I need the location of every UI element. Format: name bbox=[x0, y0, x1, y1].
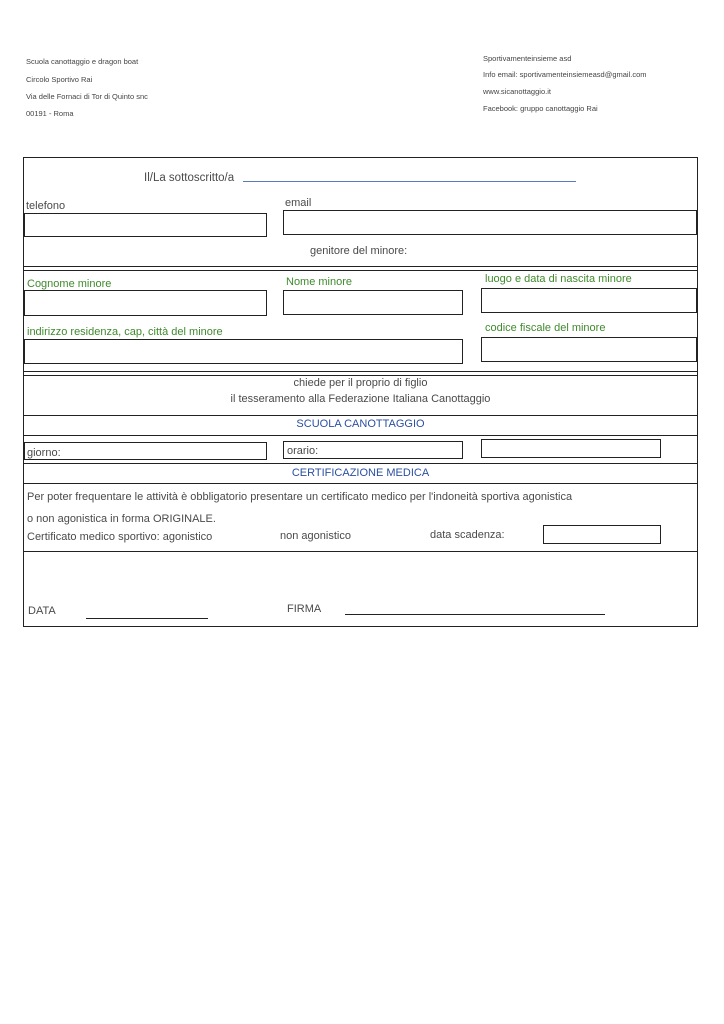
scuola-title: SCUOLA CANOTTAGGIO bbox=[296, 418, 425, 430]
divider bbox=[23, 483, 698, 484]
address-line: Via delle Fornaci di Tor di Quinto snc bbox=[26, 92, 148, 101]
email-field[interactable] bbox=[283, 210, 697, 235]
telefono-field[interactable] bbox=[24, 213, 267, 237]
divider bbox=[23, 551, 698, 552]
postal-city: 00191 - Roma bbox=[26, 109, 74, 118]
divider bbox=[23, 266, 698, 267]
data-line[interactable] bbox=[86, 618, 208, 619]
cert-text-1: Per poter frequentare le attività è obbligatorio presentare un certificato medico per l'indoneità sportiva agonistica bbox=[27, 491, 573, 503]
sottoscritto-label: Il/La sottoscritto/a bbox=[144, 172, 235, 184]
indirizzo-label: indirizzo residenza, cap, città del minore bbox=[27, 326, 223, 338]
chiede-line-2: il tesseramento alla Federazione Italiana Canottaggio bbox=[230, 393, 491, 405]
data-label: DATA bbox=[28, 605, 56, 617]
codice-fiscale-label: codice fiscale del minore bbox=[485, 322, 606, 334]
data-scadenza-field[interactable] bbox=[543, 525, 661, 544]
club-name: Circolo Sportivo Rai bbox=[26, 75, 93, 84]
facebook-group: Facebook: gruppo canottaggio Rai bbox=[483, 104, 598, 113]
nome-minore-field[interactable] bbox=[283, 290, 463, 315]
nome-minore-label: Nome minore bbox=[286, 276, 353, 288]
luogo-data-nascita-label: luogo e data di nascita minore bbox=[485, 273, 632, 285]
codice-fiscale-field[interactable] bbox=[481, 337, 697, 362]
divider bbox=[23, 270, 698, 271]
association-name: Sportivamenteinsieme asd bbox=[483, 54, 572, 63]
divider bbox=[23, 435, 698, 436]
cert-non-agonistico: non agonistico bbox=[280, 530, 351, 542]
divider bbox=[23, 415, 698, 416]
sottoscritto-line[interactable] bbox=[243, 181, 576, 182]
indirizzo-field[interactable] bbox=[24, 339, 463, 364]
divider bbox=[23, 371, 698, 372]
email-label: email bbox=[285, 197, 312, 209]
telefono-label: telefono bbox=[26, 200, 66, 212]
cert-title: CERTIFICAZIONE MEDICA bbox=[291, 467, 430, 479]
divider bbox=[23, 375, 698, 376]
cert-agonistico: Certificato medico sportivo: agonistico bbox=[27, 531, 213, 543]
giorno-label: giorno: bbox=[27, 447, 61, 459]
website-link[interactable]: www.sicanottaggio.it bbox=[483, 87, 551, 96]
divider bbox=[23, 463, 698, 464]
cognome-minore-field[interactable] bbox=[24, 290, 267, 316]
org-name: Scuola canottaggio e dragon boat bbox=[26, 57, 139, 66]
orario-label: orario: bbox=[287, 445, 319, 457]
chiede-line-1: chiede per il proprio di figlio bbox=[293, 377, 428, 389]
cognome-minore-label: Cognome minore bbox=[27, 278, 112, 290]
luogo-data-nascita-field[interactable] bbox=[481, 288, 697, 313]
cert-text-2: o non agonistica in forma ORIGINALE. bbox=[27, 513, 216, 525]
firma-label: FIRMA bbox=[287, 603, 322, 615]
firma-line[interactable] bbox=[345, 614, 605, 615]
contact-email: Info email: sportivamenteinsiemeasd@gmail.com bbox=[483, 70, 647, 79]
extra-field[interactable] bbox=[481, 439, 661, 458]
genitore-label: genitore del minore: bbox=[310, 245, 408, 257]
data-scadenza-label: data scadenza: bbox=[430, 529, 505, 541]
